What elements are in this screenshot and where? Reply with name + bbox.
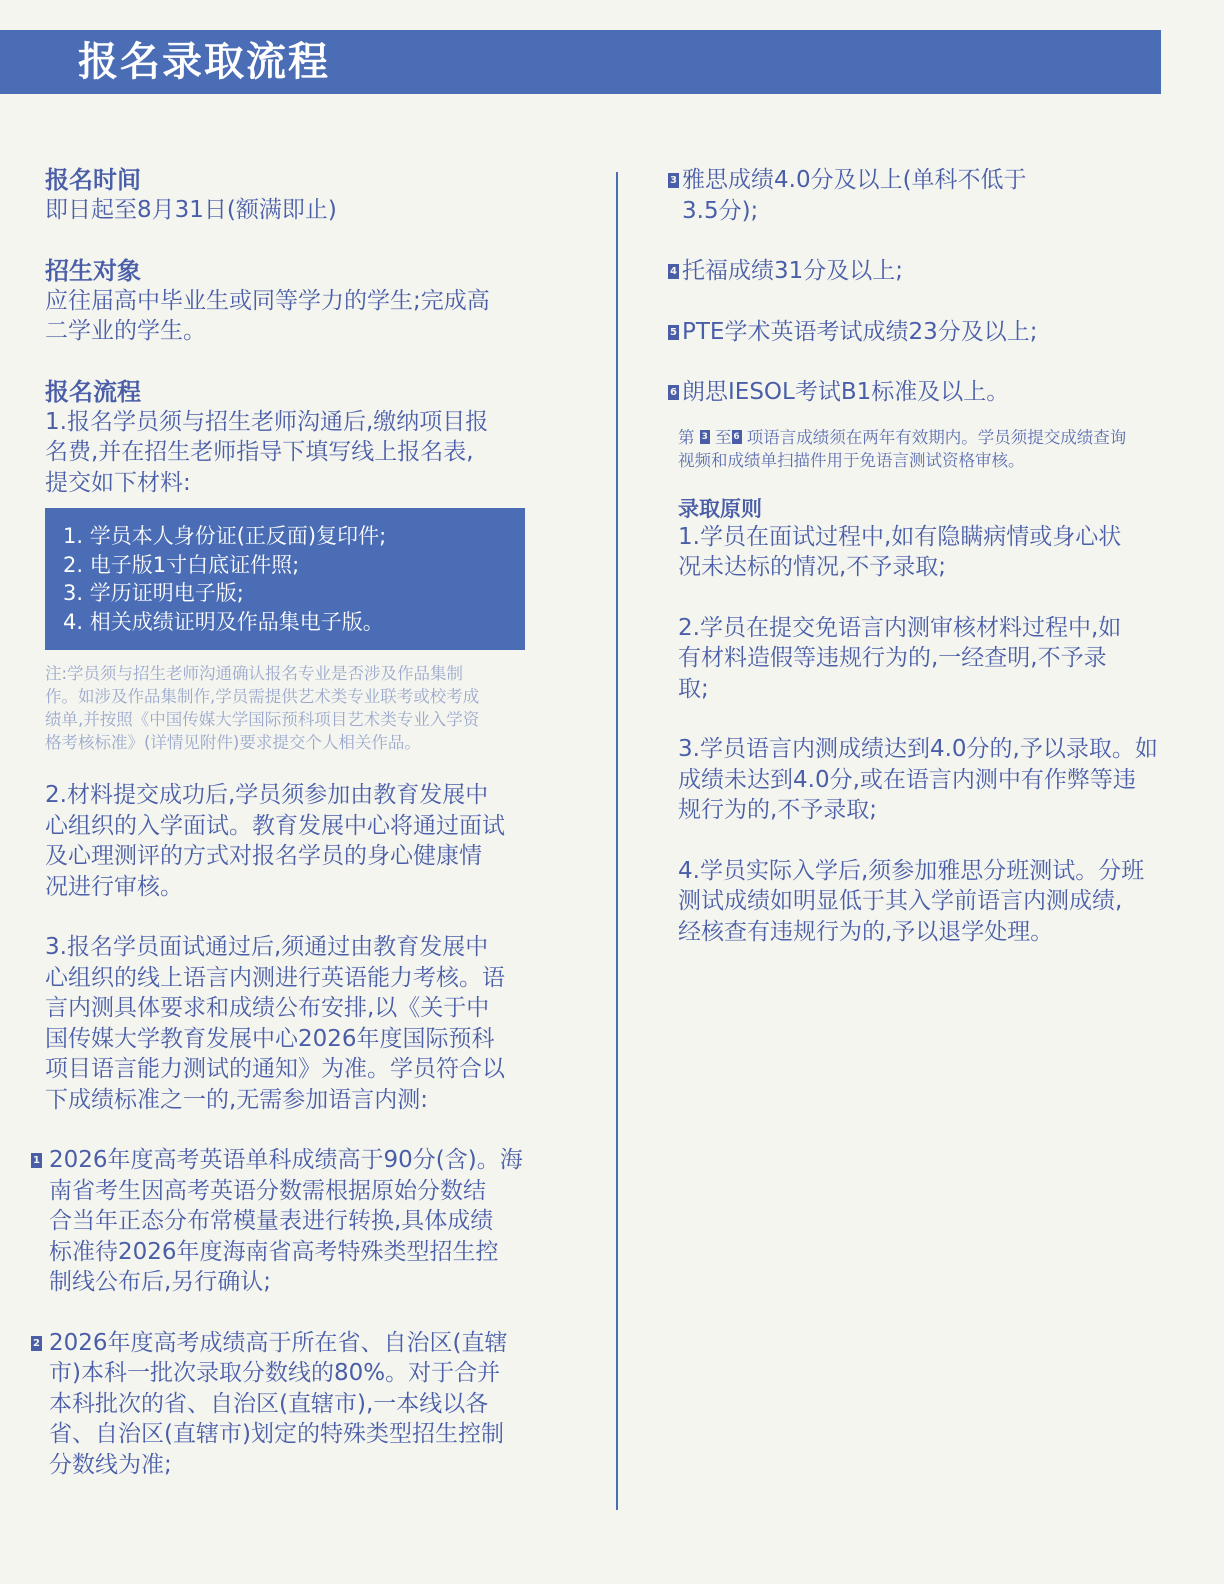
rule-line: 测试成绩如明显低于其入学前语言内测成绩,: [678, 888, 1123, 914]
criterion-text: 托福成绩31分及以上;: [682, 258, 904, 284]
rule-line: 况未达标的情况,不予录取;: [678, 554, 947, 580]
section-title: 招生对象: [45, 256, 141, 285]
number-2-icon: 2: [31, 1336, 42, 1351]
criterion-3: [668, 165, 1203, 226]
rule-line: 经核查有违规行为的,予以退学处理。: [678, 918, 1054, 945]
section-title: 录取原则: [678, 496, 762, 521]
rule-line: 规行为的,不予录取;: [678, 797, 878, 823]
admission-rule-2: [678, 613, 1203, 705]
rule-line: 取;: [678, 675, 709, 702]
step-2-line: 况进行审核。: [45, 873, 183, 900]
material-item: 3. 学历证明电子版;: [63, 581, 244, 605]
rule-line: 成绩未达到4.0分,或在语言内测中有作弊等违: [678, 766, 1136, 793]
section-text: 二学业的学生。: [45, 318, 206, 344]
admission-rule-1: [678, 522, 1203, 583]
criterion-line: 合当年正态分布常模量表进行转换,具体成绩: [49, 1208, 494, 1234]
criterion-5: [668, 317, 1203, 348]
criterion-line: 2026年度高考英语单科成绩高于90分(含)。海: [49, 1147, 523, 1173]
validity-note: [668, 426, 1203, 472]
section-title: 报名流程: [45, 377, 141, 406]
page-title: 报名录取流程: [78, 39, 330, 85]
step-3-line: 国传媒大学教育发展中心2026年度国际预科: [45, 1025, 495, 1052]
validity-pre: 第: [678, 427, 695, 447]
step-3-line: 3.报名学员面试通过后,须通过由教育发展中: [45, 934, 489, 960]
section-text: 应往届高中毕业生或同等学力的学生;完成高: [45, 287, 490, 314]
step-2-line: 心组织的入学面试。教育发展中心将通过面试: [45, 812, 505, 839]
criterion-line: 3.5分);: [682, 197, 759, 224]
note-line: 绩单,并按照《中国传媒大学国际预科项目艺术类专业入学资: [45, 710, 480, 729]
step-3-line: 下成绩标准之一的,无需参加语言内测:: [45, 1086, 429, 1113]
validity-post: 项语言成绩须在两年有效期内。学员须提交成绩查询: [746, 427, 1127, 447]
step-3-line: 言内测具体要求和成绩公布安排,以《关于中: [45, 995, 490, 1021]
number-6-icon: 6: [733, 432, 740, 442]
admission-rule-3: [678, 734, 1203, 826]
step-3-line: 心组织的线上语言内测进行英语能力考核。语: [45, 964, 505, 991]
rule-line: 4.学员实际入学后,须参加雅思分班测试。分班: [678, 857, 1145, 884]
criterion-text: PTE学术英语考试成绩23分及以上;: [682, 318, 1038, 345]
section-process: [33, 377, 565, 1481]
step-1-line: 名费,并在招生老师指导下填写线上报名表,: [45, 439, 474, 465]
number-3-icon: 3: [701, 432, 708, 442]
rule-line: 3.学员语言内测成绩达到4.0分的,予以录取。如: [678, 736, 1158, 762]
criterion-line: 本科批次的省、自治区(直辖市),一本线以各: [49, 1390, 489, 1417]
criterion-line: 制线公布后,另行确认;: [49, 1269, 272, 1295]
number-6-icon: 6: [668, 385, 679, 400]
number-3-icon: 3: [668, 173, 679, 188]
criterion-line: 省、自治区(直辖市)划定的特殊类型招生控制: [49, 1421, 504, 1447]
validity-line: 视频和成绩单扫描件用于免语言测试资格审核。: [678, 450, 1025, 470]
note-line: 格考核标准》(详情见附件)要求提交个人相关作品。: [45, 733, 421, 752]
note-line: 注:学员须与招生老师沟通确认报名专业是否涉及作品集制: [45, 664, 464, 683]
material-item: 1. 学员本人身份证(正反面)复印件;: [63, 524, 387, 548]
note-line: 作。如涉及作品集制作,学员需提供艺术类专业联考或校考成: [45, 687, 480, 706]
step-2: [45, 780, 565, 902]
step-2-line: 及心理测评的方式对报名学员的身心健康情: [45, 843, 482, 869]
criterion-line: 标准待2026年度海南省高考特殊类型招生控: [49, 1238, 499, 1265]
materials-box: [45, 508, 525, 650]
section-time: [45, 165, 565, 226]
criterion-6: [668, 377, 1203, 408]
criterion-line: 2026年度高考成绩高于所在省、自治区(直辖: [49, 1329, 508, 1356]
step-3: [45, 932, 565, 1115]
criterion-4: [668, 256, 1203, 287]
right-column: [668, 165, 1203, 947]
validity-mid: 至: [715, 427, 732, 447]
criterion-line: 雅思成绩4.0分及以上(单科不低于: [682, 167, 1027, 193]
step-3-line: 项目语言能力测试的通知》为准。学员符合以: [45, 1056, 505, 1082]
material-item: 4. 相关成绩证明及作品集电子版。: [63, 609, 384, 634]
column-divider: [616, 172, 618, 1510]
section-title: 报名时间: [45, 166, 141, 194]
step-2-line: 2.材料提交成功后,学员须参加由教育发展中: [45, 782, 489, 808]
criterion-text: 朗思IESOL考试B1标准及以上。: [682, 379, 1010, 405]
rule-line: 2.学员在提交免语言内测审核材料过程中,如: [678, 614, 1122, 641]
criterion-line: 南省考生因高考英语分数需根据原始分数结: [49, 1177, 486, 1204]
title-banner: [0, 30, 1161, 94]
left-column: [33, 165, 565, 1480]
admission-rule-4: [678, 856, 1203, 948]
materials-note: [45, 662, 565, 754]
rule-line: 有材料造假等违规行为的,一经查明,不予录: [678, 645, 1107, 671]
validity-line: [678, 426, 1203, 449]
number-4-icon: 4: [668, 264, 679, 279]
section-target: [45, 256, 565, 347]
section-admission: [668, 496, 1203, 948]
number-5-icon: 5: [668, 325, 679, 340]
rule-line: 1.学员在面试过程中,如有隐瞒病情或身心状: [678, 523, 1122, 550]
number-1-icon: 1: [31, 1153, 42, 1168]
step-1-line: 1.报名学员须与招生老师沟通后,缴纳项目报: [45, 408, 489, 435]
criterion-line: 市)本科一批次录取分数线的80%。对于合并: [49, 1360, 501, 1386]
step-1-line: 提交如下材料:: [45, 469, 191, 496]
material-item: 2. 电子版1寸白底证件照;: [63, 552, 300, 577]
criterion-line: 分数线为准;: [49, 1451, 172, 1478]
section-text: 即日起至8月31日(额满即止): [45, 197, 337, 223]
criterion-2: [33, 1328, 565, 1481]
criterion-1: [33, 1145, 565, 1298]
